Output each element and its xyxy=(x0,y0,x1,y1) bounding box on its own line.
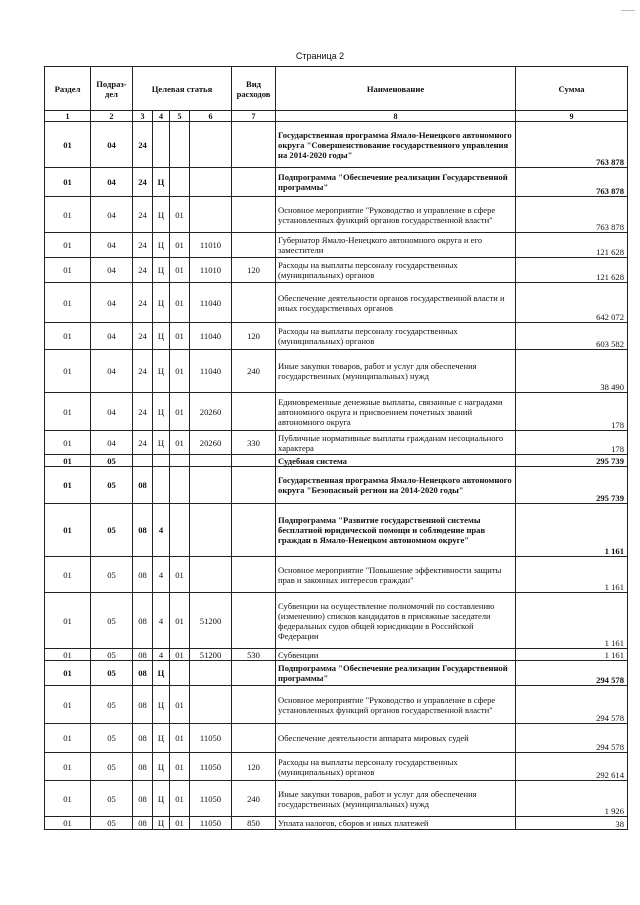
razdel-cell: 01 xyxy=(45,455,91,467)
subprogram-code-cell: Ц xyxy=(153,168,170,197)
program-code-cell: 24 xyxy=(133,258,153,283)
program-code-cell: 08 xyxy=(133,557,153,593)
name-cell: Государственная программа Ямало-Ненецкого автономного округа "Совершенствование государственного управления на 2014-2020 годы" xyxy=(276,122,516,168)
col-number: 9 xyxy=(516,111,628,122)
col-number: 1 xyxy=(45,111,91,122)
col-number: 6 xyxy=(190,111,232,122)
subprogram-code-cell: Ц xyxy=(153,661,170,686)
table-row xyxy=(45,504,628,557)
direction-code-cell xyxy=(190,197,232,233)
name-cell: Расходы на выплаты персоналу государственных (муниципальных) органов xyxy=(276,258,516,283)
name-cell: Основное мероприятие "Повышение эффективности защиты прав и законных интересов граждан" xyxy=(276,557,516,593)
table-row xyxy=(45,686,628,724)
podrazdel-cell: 04 xyxy=(91,323,133,350)
direction-code-cell: 51200 xyxy=(190,649,232,661)
activity-code-cell: 01 xyxy=(170,283,190,323)
name-cell: Обеспечение деятельности аппарата мировых судей xyxy=(276,724,516,753)
activity-code-cell: 01 xyxy=(170,197,190,233)
name-cell: Подпрограмма "Развитие государственной системы бесплатной юридической помощи и соблюдение прав граждан в Ямало-Ненецком автономном округе" xyxy=(276,504,516,557)
sum-cell: 294 578 xyxy=(516,686,628,724)
header-tselevaya-statya: Целевая статья xyxy=(133,67,232,111)
expense-type-cell xyxy=(232,393,276,431)
razdel-cell: 01 xyxy=(45,467,91,504)
sum-cell: 763 878 xyxy=(516,122,628,168)
name-cell: Судебная система xyxy=(276,455,516,467)
subprogram-code-cell: 4 xyxy=(153,557,170,593)
sum-cell: 121 628 xyxy=(516,258,628,283)
table-row xyxy=(45,649,628,661)
expense-type-cell: 120 xyxy=(232,753,276,781)
expense-type-cell xyxy=(232,686,276,724)
activity-code-cell xyxy=(170,168,190,197)
activity-code-cell: 01 xyxy=(170,753,190,781)
program-code-cell: 08 xyxy=(133,724,153,753)
activity-code-cell: 01 xyxy=(170,233,190,258)
razdel-cell: 01 xyxy=(45,724,91,753)
activity-code-cell: 01 xyxy=(170,323,190,350)
podrazdel-cell: 04 xyxy=(91,122,133,168)
direction-code-cell xyxy=(190,467,232,504)
header-podrazdel: Подраз-дел xyxy=(91,67,133,111)
program-code-cell: 24 xyxy=(133,197,153,233)
name-cell: Иные закупки товаров, работ и услуг для обеспечения государственных (муниципальных) нужд xyxy=(276,350,516,393)
podrazdel-cell: 05 xyxy=(91,455,133,467)
direction-code-cell: 11040 xyxy=(190,323,232,350)
razdel-cell: 01 xyxy=(45,283,91,323)
program-code-cell: 08 xyxy=(133,817,153,830)
name-cell: Обеспечение деятельности органов государственной власти и иных государственных органов xyxy=(276,283,516,323)
podrazdel-cell: 05 xyxy=(91,467,133,504)
razdel-cell: 01 xyxy=(45,753,91,781)
expense-type-cell: 120 xyxy=(232,258,276,283)
razdel-cell: 01 xyxy=(45,258,91,283)
activity-code-cell: 01 xyxy=(170,431,190,455)
razdel-cell: 01 xyxy=(45,686,91,724)
subprogram-code-cell: Ц xyxy=(153,283,170,323)
podrazdel-cell: 05 xyxy=(91,649,133,661)
table-row xyxy=(45,781,628,817)
podrazdel-cell: 05 xyxy=(91,817,133,830)
podrazdel-cell: 05 xyxy=(91,661,133,686)
table-row xyxy=(45,168,628,197)
program-code-cell: 08 xyxy=(133,649,153,661)
activity-code-cell: 01 xyxy=(170,649,190,661)
program-code-cell: 24 xyxy=(133,233,153,258)
program-code-cell: 08 xyxy=(133,781,153,817)
subprogram-code-cell: Ц xyxy=(153,817,170,830)
name-cell: Расходы на выплаты персоналу государственных (муниципальных) органов xyxy=(276,753,516,781)
podrazdel-cell: 04 xyxy=(91,431,133,455)
podrazdel-cell: 05 xyxy=(91,753,133,781)
expense-type-cell xyxy=(232,122,276,168)
podrazdel-cell: 05 xyxy=(91,557,133,593)
razdel-cell: 01 xyxy=(45,168,91,197)
sum-cell: 603 582 xyxy=(516,323,628,350)
column-number-row xyxy=(45,111,628,122)
direction-code-cell: 11050 xyxy=(190,753,232,781)
table-body xyxy=(45,122,628,830)
podrazdel-cell: 05 xyxy=(91,593,133,649)
direction-code-cell: 11040 xyxy=(190,283,232,323)
podrazdel-cell: 04 xyxy=(91,283,133,323)
table-row xyxy=(45,661,628,686)
razdel-cell: 01 xyxy=(45,323,91,350)
razdel-cell: 01 xyxy=(45,817,91,830)
sum-cell: 1 926 xyxy=(516,781,628,817)
activity-code-cell: 01 xyxy=(170,258,190,283)
col-number: 7 xyxy=(232,111,276,122)
name-cell: Губернатор Ямало-Ненецкого автономного округа и его заместители xyxy=(276,233,516,258)
program-code-cell: 08 xyxy=(133,686,153,724)
podrazdel-cell: 05 xyxy=(91,686,133,724)
razdel-cell: 01 xyxy=(45,504,91,557)
col-number: 4 xyxy=(153,111,170,122)
col-number: 3 xyxy=(133,111,153,122)
table-row xyxy=(45,393,628,431)
program-code-cell: 24 xyxy=(133,168,153,197)
sum-cell: 38 490 xyxy=(516,350,628,393)
program-code-cell: 24 xyxy=(133,393,153,431)
activity-code-cell: 01 xyxy=(170,781,190,817)
activity-code-cell: 01 xyxy=(170,724,190,753)
sum-cell: 1 161 xyxy=(516,593,628,649)
podrazdel-cell: 04 xyxy=(91,258,133,283)
activity-code-cell xyxy=(170,467,190,504)
razdel-cell: 01 xyxy=(45,649,91,661)
table-row xyxy=(45,455,628,467)
table-row xyxy=(45,323,628,350)
sum-cell: 294 578 xyxy=(516,661,628,686)
program-code-cell: 08 xyxy=(133,467,153,504)
program-code-cell: 08 xyxy=(133,753,153,781)
activity-code-cell xyxy=(170,504,190,557)
activity-code-cell: 01 xyxy=(170,350,190,393)
scan-mark xyxy=(621,10,635,11)
activity-code-cell: 01 xyxy=(170,393,190,431)
page-label: Страница 2 xyxy=(295,51,345,61)
razdel-cell: 01 xyxy=(45,593,91,649)
activity-code-cell: 01 xyxy=(170,593,190,649)
subprogram-code-cell xyxy=(153,455,170,467)
expense-type-cell xyxy=(232,455,276,467)
program-code-cell: 24 xyxy=(133,283,153,323)
direction-code-cell xyxy=(190,168,232,197)
program-code-cell: 24 xyxy=(133,431,153,455)
subprogram-code-cell xyxy=(153,122,170,168)
col-number: 8 xyxy=(276,111,516,122)
subprogram-code-cell: Ц xyxy=(153,197,170,233)
table-row xyxy=(45,431,628,455)
podrazdel-cell: 04 xyxy=(91,197,133,233)
sum-cell: 295 739 xyxy=(516,467,628,504)
name-cell: Уплата налогов, сборов и иных платежей xyxy=(276,817,516,830)
col-number: 2 xyxy=(91,111,133,122)
table-row xyxy=(45,122,628,168)
direction-code-cell: 11040 xyxy=(190,350,232,393)
activity-code-cell: 01 xyxy=(170,557,190,593)
header-naimenovanie: Наименование xyxy=(276,67,516,111)
subprogram-code-cell: 4 xyxy=(153,504,170,557)
sum-cell: 1 161 xyxy=(516,649,628,661)
expense-type-cell: 240 xyxy=(232,781,276,817)
program-code-cell: 08 xyxy=(133,504,153,557)
sum-cell: 642 072 xyxy=(516,283,628,323)
subprogram-code-cell: Ц xyxy=(153,258,170,283)
expense-type-cell xyxy=(232,661,276,686)
podrazdel-cell: 05 xyxy=(91,781,133,817)
sum-cell: 38 xyxy=(516,817,628,830)
expense-type-cell xyxy=(232,233,276,258)
expense-type-cell xyxy=(232,168,276,197)
sum-cell: 178 xyxy=(516,393,628,431)
header-vid-rashodov: Вид расходов xyxy=(232,67,276,111)
subprogram-code-cell: Ц xyxy=(153,393,170,431)
table-row xyxy=(45,258,628,283)
razdel-cell: 01 xyxy=(45,393,91,431)
subprogram-code-cell: 4 xyxy=(153,593,170,649)
sum-cell: 294 578 xyxy=(516,724,628,753)
subprogram-code-cell: Ц xyxy=(153,233,170,258)
name-cell: Подпрограмма "Обеспечение реализации Государственной программы" xyxy=(276,168,516,197)
razdel-cell: 01 xyxy=(45,431,91,455)
expense-type-cell: 120 xyxy=(232,323,276,350)
table-row xyxy=(45,467,628,504)
budget-table xyxy=(44,66,628,830)
expense-type-cell xyxy=(232,593,276,649)
podrazdel-cell: 04 xyxy=(91,168,133,197)
subprogram-code-cell: Ц xyxy=(153,686,170,724)
subprogram-code-cell: Ц xyxy=(153,724,170,753)
header-razdel: Раздел xyxy=(45,67,91,111)
program-code-cell: 24 xyxy=(133,122,153,168)
name-cell: Основное мероприятие "Руководство и управление в сфере установленных функций органов государственной власти" xyxy=(276,197,516,233)
direction-code-cell: 20260 xyxy=(190,431,232,455)
direction-code-cell: 51200 xyxy=(190,593,232,649)
podrazdel-cell: 04 xyxy=(91,233,133,258)
expense-type-cell: 530 xyxy=(232,649,276,661)
direction-code-cell: 11050 xyxy=(190,724,232,753)
direction-code-cell xyxy=(190,455,232,467)
sum-cell: 295 739 xyxy=(516,455,628,467)
activity-code-cell xyxy=(170,122,190,168)
sum-cell: 763 878 xyxy=(516,197,628,233)
program-code-cell xyxy=(133,455,153,467)
direction-code-cell xyxy=(190,557,232,593)
razdel-cell: 01 xyxy=(45,661,91,686)
program-code-cell: 24 xyxy=(133,350,153,393)
expense-type-cell xyxy=(232,557,276,593)
activity-code-cell: 01 xyxy=(170,686,190,724)
expense-type-cell: 240 xyxy=(232,350,276,393)
activity-code-cell xyxy=(170,661,190,686)
subprogram-code-cell: Ц xyxy=(153,323,170,350)
table-row xyxy=(45,283,628,323)
expense-type-cell xyxy=(232,724,276,753)
name-cell: Единовременные денежные выплаты, связанные с наградами автономного округа и присвоением почетных званий автономного округа xyxy=(276,393,516,431)
razdel-cell: 01 xyxy=(45,233,91,258)
direction-code-cell: 11050 xyxy=(190,781,232,817)
name-cell: Подпрограмма "Обеспечение реализации Государственной программы" xyxy=(276,661,516,686)
table-row xyxy=(45,197,628,233)
table-row xyxy=(45,233,628,258)
sum-cell: 178 xyxy=(516,431,628,455)
direction-code-cell: 20260 xyxy=(190,393,232,431)
table-row xyxy=(45,350,628,393)
program-code-cell: 24 xyxy=(133,323,153,350)
header-summa: Сумма xyxy=(516,67,628,111)
direction-code-cell: 11010 xyxy=(190,233,232,258)
subprogram-code-cell: Ц xyxy=(153,753,170,781)
direction-code-cell xyxy=(190,686,232,724)
subprogram-code-cell: Ц xyxy=(153,781,170,817)
expense-type-cell xyxy=(232,504,276,557)
name-cell: Основное мероприятие "Руководство и управление в сфере установленных функций органов государственной власти" xyxy=(276,686,516,724)
podrazdel-cell: 05 xyxy=(91,504,133,557)
razdel-cell: 01 xyxy=(45,122,91,168)
col-number: 5 xyxy=(170,111,190,122)
expense-type-cell: 850 xyxy=(232,817,276,830)
subprogram-code-cell xyxy=(153,467,170,504)
expense-type-cell xyxy=(232,197,276,233)
program-code-cell: 08 xyxy=(133,661,153,686)
name-cell: Субвенции xyxy=(276,649,516,661)
razdel-cell: 01 xyxy=(45,557,91,593)
name-cell: Расходы на выплаты персоналу государственных (муниципальных) органов xyxy=(276,323,516,350)
direction-code-cell: 11050 xyxy=(190,817,232,830)
sum-cell: 292 614 xyxy=(516,753,628,781)
subprogram-code-cell: 4 xyxy=(153,649,170,661)
name-cell: Публичные нормативные выплаты гражданам несоциального характера xyxy=(276,431,516,455)
program-code-cell: 08 xyxy=(133,593,153,649)
subprogram-code-cell: Ц xyxy=(153,431,170,455)
activity-code-cell: 01 xyxy=(170,817,190,830)
direction-code-cell xyxy=(190,122,232,168)
subprogram-code-cell: Ц xyxy=(153,350,170,393)
sum-cell: 121 628 xyxy=(516,233,628,258)
table-row xyxy=(45,753,628,781)
sum-cell: 763 878 xyxy=(516,168,628,197)
expense-type-cell: 330 xyxy=(232,431,276,455)
name-cell: Государственная программа Ямало-Ненецкого автономного округа "Безопасный регион на 2014-2020 годы" xyxy=(276,467,516,504)
podrazdel-cell: 04 xyxy=(91,393,133,431)
table-row xyxy=(45,593,628,649)
expense-type-cell xyxy=(232,467,276,504)
table-row xyxy=(45,817,628,830)
direction-code-cell xyxy=(190,504,232,557)
activity-code-cell xyxy=(170,455,190,467)
razdel-cell: 01 xyxy=(45,781,91,817)
expense-type-cell xyxy=(232,283,276,323)
sum-cell: 1 161 xyxy=(516,504,628,557)
table-row xyxy=(45,557,628,593)
sum-cell: 1 161 xyxy=(516,557,628,593)
table-row xyxy=(45,724,628,753)
podrazdel-cell: 04 xyxy=(91,350,133,393)
razdel-cell: 01 xyxy=(45,350,91,393)
razdel-cell: 01 xyxy=(45,197,91,233)
name-cell: Иные закупки товаров, работ и услуг для обеспечения государственных (муниципальных) нужд xyxy=(276,781,516,817)
direction-code-cell xyxy=(190,661,232,686)
podrazdel-cell: 05 xyxy=(91,724,133,753)
name-cell: Субвенции на осуществление полномочий по составлению (изменению) списков кандидатов в присяжные заседатели федеральных судов общей юрисдикции в Российской Федерации xyxy=(276,593,516,649)
direction-code-cell: 11010 xyxy=(190,258,232,283)
